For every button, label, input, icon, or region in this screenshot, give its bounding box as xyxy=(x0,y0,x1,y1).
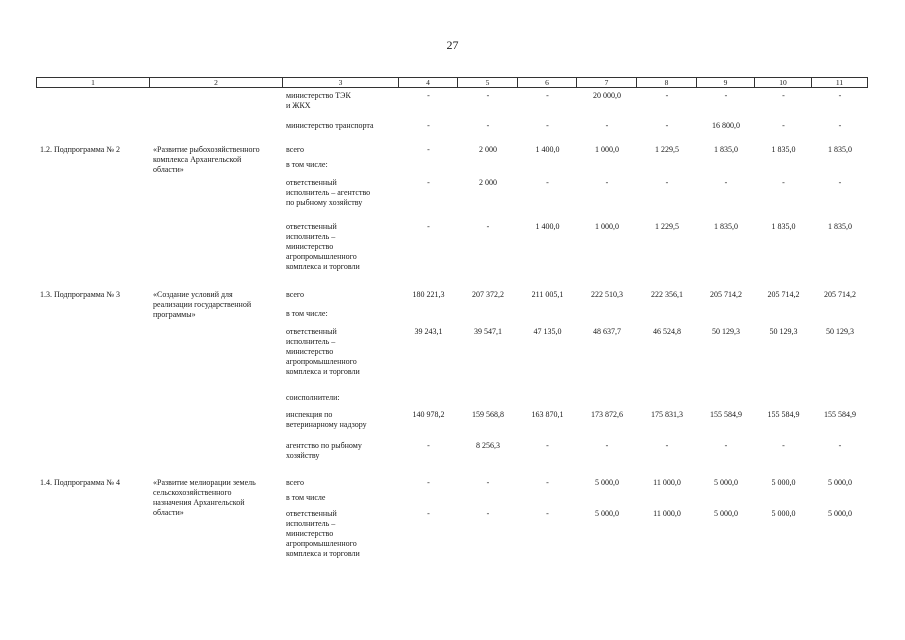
value-cell: - xyxy=(486,121,490,130)
value-cell: 1 835,0 xyxy=(714,222,738,231)
value-cell: - xyxy=(838,121,842,130)
value-cell: 205 714,2 xyxy=(767,290,800,299)
header-cell: 6 xyxy=(517,77,577,88)
value-cell: - xyxy=(427,478,430,487)
value-cell: 20 000,0 xyxy=(593,91,621,100)
header-cell: 5 xyxy=(457,77,518,88)
value-cell: - xyxy=(427,509,430,518)
value-cell: 1 835,0 xyxy=(714,145,738,154)
executor-label: инспекция по ветеринарному надзору xyxy=(286,410,367,429)
value-cell: 163 870,1 xyxy=(531,410,564,419)
value-cell: - xyxy=(724,178,728,187)
value-cell: - xyxy=(546,509,549,518)
executor-label: ответственный исполнитель – агентство по рыбному хозяйству xyxy=(286,178,371,207)
value-cell: - xyxy=(724,91,728,100)
value-cell: 207 372,2 xyxy=(472,290,504,299)
value-cell: 2 000 xyxy=(479,145,497,154)
subprogram-number: 1.4. Подпрограмма № 4 xyxy=(40,478,120,487)
subprogram-title: «Развитие рыбохозяйственного комплекса Архангельской области» xyxy=(153,145,260,174)
executor-label: министерство транспорта xyxy=(286,121,374,130)
value-cell: - xyxy=(782,441,785,450)
value-cell: - xyxy=(838,441,842,450)
value-cell: - xyxy=(486,478,490,487)
value-cell: 11 000,0 xyxy=(653,478,681,487)
value-cell: - xyxy=(427,145,430,154)
subprogram-title: «Развитие мелиорации земель сельскохозяйственного назначения Архангельской области» xyxy=(153,478,256,517)
executor-label: ответственный исполнитель – министерство агропромышленного комплекса и торговли xyxy=(286,327,360,376)
value-cell: - xyxy=(546,91,549,100)
value-cell: 205 714,2 xyxy=(710,290,742,299)
value-cell: 1 835,0 xyxy=(771,222,796,231)
value-cell: - xyxy=(724,441,728,450)
value-cell: 222 356,1 xyxy=(651,290,683,299)
value-cell: 222 510,3 xyxy=(591,290,623,299)
value-cell: - xyxy=(782,91,785,100)
value-cell: 5 000,0 xyxy=(595,509,619,518)
value-cell: 1 400,0 xyxy=(535,145,560,154)
executor-label: всего xyxy=(286,290,305,299)
value-cell: 5 000,0 xyxy=(595,478,619,487)
value-cell: 5 000,0 xyxy=(714,478,738,487)
executor-label: ответственный исполнитель – министерство агропромышленного комплекса и торговли xyxy=(286,222,360,271)
value-cell: - xyxy=(838,178,842,187)
executor-label: всего xyxy=(286,145,305,154)
value-cell: 1 835,0 xyxy=(828,145,852,154)
executor-label: агентство по рыбному хозяйству xyxy=(286,441,362,460)
value-cell: - xyxy=(665,441,669,450)
value-cell: - xyxy=(546,478,549,487)
value-cell: - xyxy=(427,121,430,130)
value-cell: 205 714,2 xyxy=(824,290,856,299)
header-cell: 9 xyxy=(696,77,755,88)
header-cell: 11 xyxy=(811,77,868,88)
value-cell: 5 000,0 xyxy=(771,478,796,487)
header-cell: 1 xyxy=(36,77,150,88)
value-cell: 16 800,0 xyxy=(712,121,740,130)
header-cell: 2 xyxy=(149,77,283,88)
executor-label: в том числе xyxy=(286,493,326,502)
value-cell: 180 221,3 xyxy=(412,290,445,299)
value-cell: 211 005,1 xyxy=(531,290,564,299)
value-cell: 47 135,0 xyxy=(533,327,562,336)
value-cell: - xyxy=(427,441,430,450)
value-cell: 1 229,5 xyxy=(655,222,679,231)
value-cell: 11 000,0 xyxy=(653,509,681,518)
value-cell: 173 872,6 xyxy=(591,410,623,419)
value-cell: 48 637,7 xyxy=(593,327,621,336)
value-cell: - xyxy=(546,178,549,187)
value-cell: 1 835,0 xyxy=(771,145,796,154)
value-cell: - xyxy=(665,178,669,187)
value-cell: - xyxy=(665,121,669,130)
value-cell: 1 000,0 xyxy=(595,222,619,231)
value-cell: 5 000,0 xyxy=(714,509,738,518)
value-cell: 1 000,0 xyxy=(595,145,619,154)
executor-label: соисполнители: xyxy=(286,393,340,402)
value-cell: - xyxy=(486,91,490,100)
value-cell: - xyxy=(486,222,490,231)
executor-label: всего xyxy=(286,478,305,487)
value-cell: 50 129,3 xyxy=(712,327,740,336)
value-cell: 46 524,8 xyxy=(653,327,681,336)
header-cell: 8 xyxy=(636,77,697,88)
value-cell: - xyxy=(427,222,430,231)
header-cell: 10 xyxy=(754,77,812,88)
subprogram-number: 1.2. Подпрограмма № 2 xyxy=(40,145,120,154)
value-cell: 155 584,9 xyxy=(824,410,856,419)
value-cell: - xyxy=(427,178,430,187)
header-cell: 4 xyxy=(398,77,458,88)
value-cell: - xyxy=(546,441,549,450)
executor-label: в том числе: xyxy=(286,160,328,169)
value-cell: - xyxy=(605,441,609,450)
subprogram-number: 1.3. Подпрограмма № 3 xyxy=(40,290,120,299)
value-cell: 1 835,0 xyxy=(828,222,852,231)
value-cell: 5 000,0 xyxy=(828,509,852,518)
value-cell: 155 584,9 xyxy=(710,410,742,419)
value-cell: 50 129,3 xyxy=(826,327,854,336)
value-cell: - xyxy=(605,178,609,187)
value-cell: 5 000,0 xyxy=(771,509,796,518)
header-cell: 7 xyxy=(576,77,637,88)
value-cell: 8 256,3 xyxy=(476,441,500,450)
value-cell: 50 129,3 xyxy=(769,327,798,336)
executor-label: в том числе: xyxy=(286,309,328,318)
subprogram-title: «Создание условий для реализации государственной программы» xyxy=(153,290,252,319)
value-cell: - xyxy=(546,121,549,130)
value-cell: 39 243,1 xyxy=(414,327,443,336)
value-cell: 5 000,0 xyxy=(828,478,852,487)
value-cell: - xyxy=(427,91,430,100)
value-cell: 2 000 xyxy=(479,178,497,187)
value-cell: - xyxy=(665,91,669,100)
value-cell: 1 400,0 xyxy=(535,222,560,231)
value-cell: 1 229,5 xyxy=(655,145,679,154)
value-cell: 39 547,1 xyxy=(474,327,502,336)
value-cell: 140 978,2 xyxy=(412,410,445,419)
header-cell: 3 xyxy=(282,77,399,88)
value-cell: - xyxy=(838,91,842,100)
value-cell: - xyxy=(782,121,785,130)
value-cell: 175 831,3 xyxy=(651,410,683,419)
executor-label: министерство ТЭК и ЖКХ xyxy=(286,91,351,110)
value-cell: 159 568,8 xyxy=(472,410,504,419)
value-cell: - xyxy=(605,121,609,130)
executor-label: ответственный исполнитель – министерство агропромышленного комплекса и торговли xyxy=(286,509,360,558)
page-number: 27 xyxy=(446,38,459,52)
value-cell: - xyxy=(486,509,490,518)
value-cell: - xyxy=(782,178,785,187)
value-cell: 155 584,9 xyxy=(767,410,800,419)
